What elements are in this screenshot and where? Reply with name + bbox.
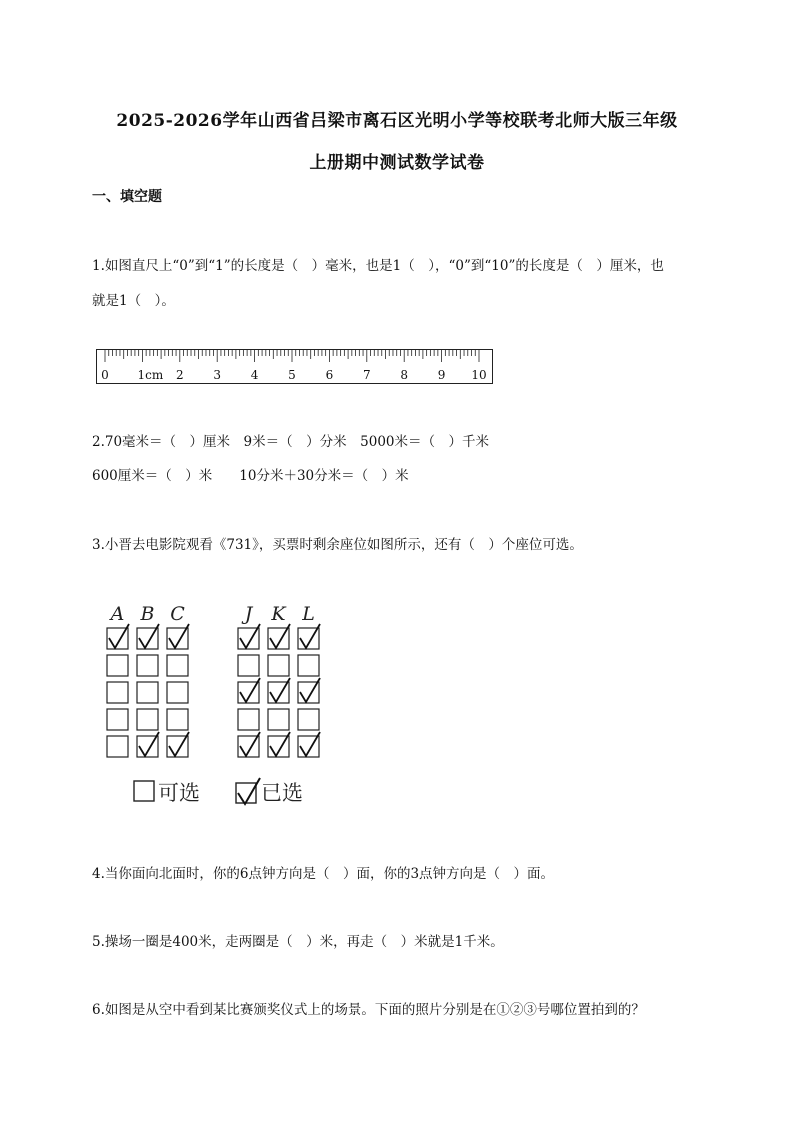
question-1-line-1: 1.如图直尺上“0”到“1”的长度是（ ）毫米，也是1（ ），“0”到“10”的长度是（ ）厘米，也 <box>92 258 664 274</box>
seat-available <box>298 655 319 676</box>
legend-available-label: 可选 <box>158 781 200 805</box>
seat-available <box>107 682 128 703</box>
ruler-label: 3 <box>213 368 222 382</box>
ruler-label: 9 <box>437 368 446 382</box>
page-title: 2025-2026学年山西省吕梁市离石区光明小学等校联考北师大版三年级 <box>116 111 678 131</box>
ruler-label: 0 <box>101 368 109 382</box>
ruler-label: 5 <box>288 368 296 382</box>
seat-available <box>167 655 188 676</box>
seat-available <box>107 655 128 676</box>
seat-column-header: C <box>170 603 185 625</box>
question-2-line-1: 2.70毫米＝（ ）厘米 9米＝（ ）分米 5000米＝（ ）千米 <box>92 434 490 450</box>
question-1-line-2: 就是1（ ）。 <box>92 293 175 309</box>
legend-available-box <box>134 781 154 801</box>
seat-column-headers <box>109 603 315 625</box>
ruler-label: 6 <box>325 368 334 382</box>
seat-available <box>137 655 158 676</box>
seat-column-header: K <box>271 603 286 625</box>
seat-available <box>238 709 259 730</box>
ruler-label: 1cm <box>137 368 164 382</box>
ruler-label: 10 <box>471 368 487 382</box>
seat-column-header: A <box>110 603 125 625</box>
question-2-line-2: 600厘米＝（ ）米 10分米＋30分米＝（ ）米 <box>92 468 409 484</box>
seat-column-header: L <box>302 603 315 625</box>
seat-available <box>298 709 319 730</box>
seat-available <box>238 655 259 676</box>
question-6-text: 6.如图是从空中看到某比赛颁奖仪式上的场景。下面的照片分别是在①②③号哪位置拍到的？ <box>92 1002 645 1018</box>
seat-available <box>137 682 158 703</box>
section-heading: 一、填空题 <box>92 189 162 205</box>
seat-available <box>268 655 289 676</box>
seat-available <box>167 682 188 703</box>
seat-grid <box>107 624 320 757</box>
legend <box>134 778 303 805</box>
page-subtitle: 上册期中测试数学试卷 <box>309 153 485 173</box>
ruler-label: 4 <box>250 368 259 382</box>
legend-check-icon <box>238 778 260 804</box>
seat-column-header: J <box>244 603 253 625</box>
ruler-label: 2 <box>175 368 184 382</box>
ruler-figure <box>96 349 494 385</box>
seat-available <box>107 709 128 730</box>
legend-taken-label: 已选 <box>261 781 303 805</box>
seat-available <box>167 709 188 730</box>
seat-available <box>268 709 289 730</box>
seat-map-figure <box>100 600 330 810</box>
ruler-label: 7 <box>362 368 371 382</box>
seat-available <box>137 709 158 730</box>
question-4-text: 4.当你面向北面时，你的6点钟方向是（ ）面，你的3点钟方向是（ ）面。 <box>92 866 555 882</box>
question-3-text: 3.小晋去电影院观看《731》，买票时剩余座位如图所示，还有（ ）个座位可选。 <box>92 537 583 553</box>
question-5-text: 5.操场一圈是400米，走两圈是（ ）米，再走（ ）米就是1千米。 <box>92 934 504 950</box>
ruler-label: 8 <box>400 368 409 382</box>
seat-column-header: B <box>140 603 155 625</box>
seat-available <box>107 736 128 757</box>
